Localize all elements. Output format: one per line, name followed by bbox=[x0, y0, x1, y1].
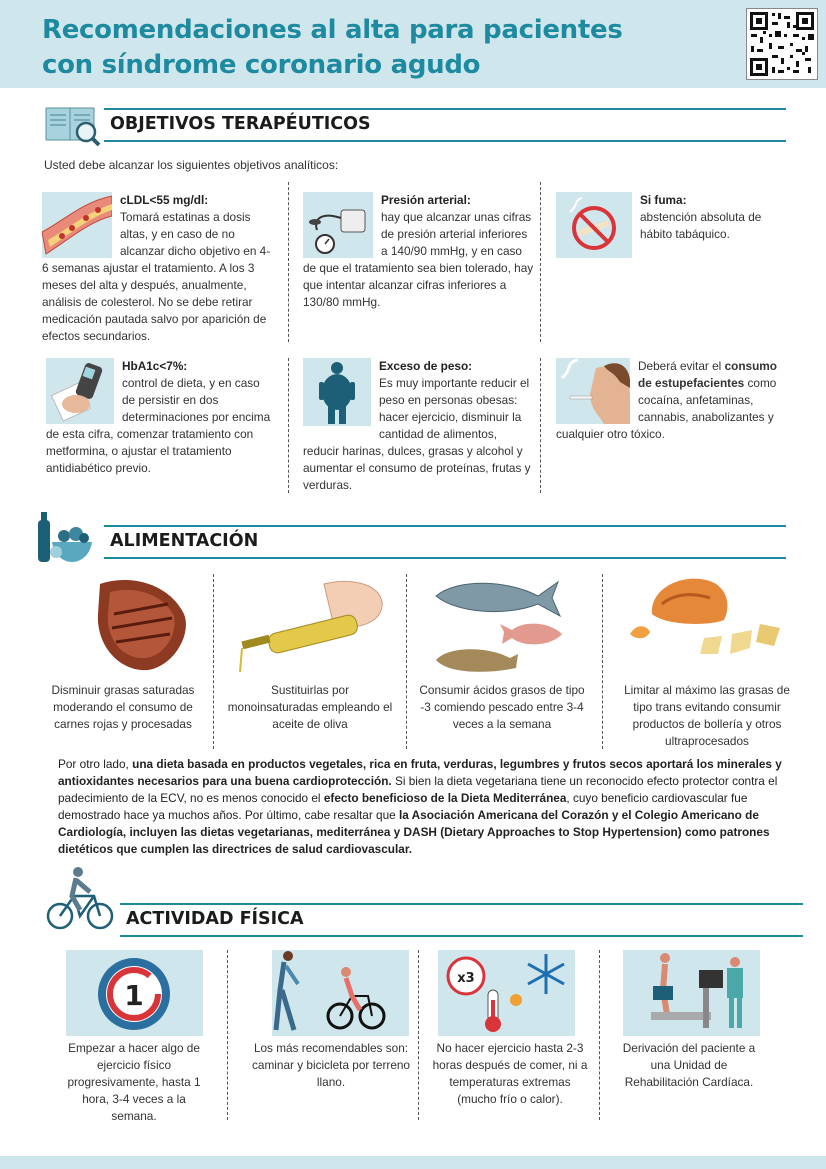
blood-pressure-monitor-icon bbox=[303, 192, 373, 258]
divider bbox=[540, 358, 541, 493]
drogas-text-post: como cocaína, anfetaminas, cannabis, anabolizantes y cualquier otro tóxico. bbox=[556, 376, 777, 441]
times-badge: x3 bbox=[457, 971, 475, 986]
paragraph-text-3: , cuyo beneficio cardiovascular fue demostrado hace ya muchos años. Por último, cabe resaltar que bbox=[58, 791, 748, 822]
section-title-objetivos: OBJETIVOS TERAPÉUTICOS bbox=[110, 114, 371, 134]
walking-cycling-icon bbox=[272, 950, 409, 1036]
ldl-text: Tomará estatinas a dosis altas, y en caso de no alcanzar dicho objetivo en 4-6 semanas ajustar el tratamiento. A los 3 meses del alta y después, anualmente, análisis de colesterol. No se debe retirar medicación pautada salvo por aparición de efectos secundarios. bbox=[42, 210, 271, 343]
objetivo-hba1c bbox=[46, 358, 276, 477]
objetivo-fuma bbox=[556, 192, 786, 260]
fish-icon bbox=[428, 574, 562, 676]
section-header-actividad bbox=[120, 903, 803, 937]
clock-number: 1 bbox=[124, 979, 144, 1012]
food-caption-3: Consumir ácidos grasos de tipo -3 comiendo pescado entre 3-4 veces a la semana bbox=[419, 683, 585, 731]
food-caption-1: Disminuir grasas saturadas moderando el consumo de carnes rojas y procesadas bbox=[51, 683, 195, 731]
activity-caption-1: Empezar a hacer algo de ejercicio físico progresivamente, hasta 1 hora, 3-4 veces a la semana. bbox=[67, 1041, 201, 1123]
section-title-actividad: ACTIVIDAD FÍSICA bbox=[126, 909, 304, 929]
intro-text: Usted debe alcanzar los siguientes objetivos analíticos: bbox=[44, 158, 339, 172]
glucose-meter-icon bbox=[46, 358, 114, 424]
divider bbox=[599, 950, 600, 1120]
divider bbox=[418, 950, 419, 1120]
section-header-alimentacion bbox=[104, 525, 786, 559]
olive-oil-hand-icon bbox=[228, 578, 388, 674]
activity-caption-2: Los más recomendables son: caminar y bicicleta por terreno llano. bbox=[251, 1041, 410, 1089]
presion-heading: Presión arterial: bbox=[381, 193, 471, 207]
cyclist-icon bbox=[46, 866, 114, 932]
objetivo-drogas bbox=[556, 358, 786, 443]
divider bbox=[227, 950, 228, 1120]
no-smoking-icon bbox=[556, 192, 632, 258]
divider bbox=[540, 182, 541, 342]
smoking-person-icon bbox=[556, 358, 630, 424]
section-header-objetivos bbox=[104, 108, 786, 142]
drogas-text-pre: Deberá evitar el bbox=[638, 359, 725, 373]
peso-heading: Exceso de peso: bbox=[379, 359, 473, 373]
red-meat-icon bbox=[88, 574, 198, 674]
qr-code-icon bbox=[746, 8, 818, 80]
activity-caption-3: No hacer ejercicio hasta 2-3 horas después de comer, ni a temperaturas extremas (mucho frío o calor). bbox=[432, 1041, 588, 1106]
page-title bbox=[42, 13, 722, 83]
hba1c-text: control de dieta, y en caso de persistir en dos determinaciones por encima de esta cifra, comenzar tratamiento con metformina, o ajustar el tratamiento antidiabético previo. bbox=[46, 376, 271, 475]
obese-person-icon bbox=[303, 358, 371, 426]
paragraph-text-1: Por otro lado, bbox=[58, 757, 133, 771]
objetivo-presion bbox=[303, 192, 537, 311]
paragraph-text-2: Si bien la dieta vegetariana tiene un reconocido efecto protector contra el padecimiento de la ECV, no es menos conocido el bbox=[58, 774, 778, 805]
divider bbox=[213, 574, 214, 749]
divider bbox=[406, 574, 407, 749]
temperature-warning-icon bbox=[438, 950, 575, 1036]
fuma-heading: Si fuma: bbox=[640, 193, 687, 207]
objetivo-peso bbox=[303, 358, 533, 494]
paragraph-bold-1: una dieta basada en productos vegetales, rica en fruta, verduras, legumbres y frutos secos aportará los minerales y antioxidantes necesarios para una buena cardioprotección. bbox=[58, 757, 782, 788]
paragraph-bold-3: la Asociación Americana del Corazón y el Colegio Americano de Cardiología, incluyen las dietas vegetarianas, mediterránea y DASH (Dietary Approaches to Stop Hypertension) como patrones dietéticos que cumplen las directrices de salud cardiovascular. bbox=[58, 808, 770, 856]
fuma-text: abstención absoluta de hábito tabáquico. bbox=[640, 210, 762, 241]
book-search-icon bbox=[44, 100, 102, 148]
activity-caption-4: Derivación del paciente a una Unidad de Rehabilitación Cardíaca. bbox=[622, 1041, 756, 1089]
divider bbox=[602, 574, 603, 749]
rehab-treadmill-icon bbox=[623, 950, 760, 1036]
food-caption-2: Sustituirlas por monoinsaturadas empleando el aceite de oliva bbox=[227, 683, 393, 731]
objetivo-ldl bbox=[42, 192, 274, 345]
peso-text: Es muy importante reducir el peso en personas obesas: hacer ejercicio, disminuir la cantidad de alimentos, reducir harinas, dulces, grasas y alcohol y aumentar el consumo de proteínas, frutas y verduras. bbox=[303, 376, 531, 492]
divider bbox=[288, 182, 289, 342]
presion-text: hay que alcanzar unas cifras de presión arterial inferiores a 140/90 mmHg, y en caso de que el tratamiento sea bien tolerado, hay que intentar alcanzar cifras inferiores a 130/80 mmHg. bbox=[303, 210, 534, 309]
section-title-alimentacion: ALIMENTACIÓN bbox=[110, 531, 259, 551]
food-bowl-icon bbox=[36, 508, 94, 566]
drogas-text-bold: consumo de estupefacientes bbox=[638, 359, 777, 390]
ldl-heading: cLDL<55 mg/dl: bbox=[120, 193, 209, 207]
divider bbox=[288, 358, 289, 493]
footer-band bbox=[0, 1156, 826, 1169]
pastry-icon bbox=[622, 574, 784, 664]
paragraph-bold-2: efecto beneficioso de la Dieta Mediterránea bbox=[323, 791, 567, 805]
title-line-2: con síndrome coronario agudo bbox=[42, 50, 481, 80]
food-caption-4: Limitar al máximo las grasas de tipo trans evitando consumir productos de bollería y otros ultraprocesados bbox=[624, 683, 790, 748]
artery-plaque-icon bbox=[42, 192, 112, 258]
title-line-1: Recomendaciones al alta para pacientes bbox=[42, 15, 623, 45]
clock-one-hour-icon bbox=[66, 950, 203, 1036]
dieta-paragraph bbox=[58, 756, 788, 858]
hba1c-heading: HbA1c<7%: bbox=[122, 359, 188, 373]
